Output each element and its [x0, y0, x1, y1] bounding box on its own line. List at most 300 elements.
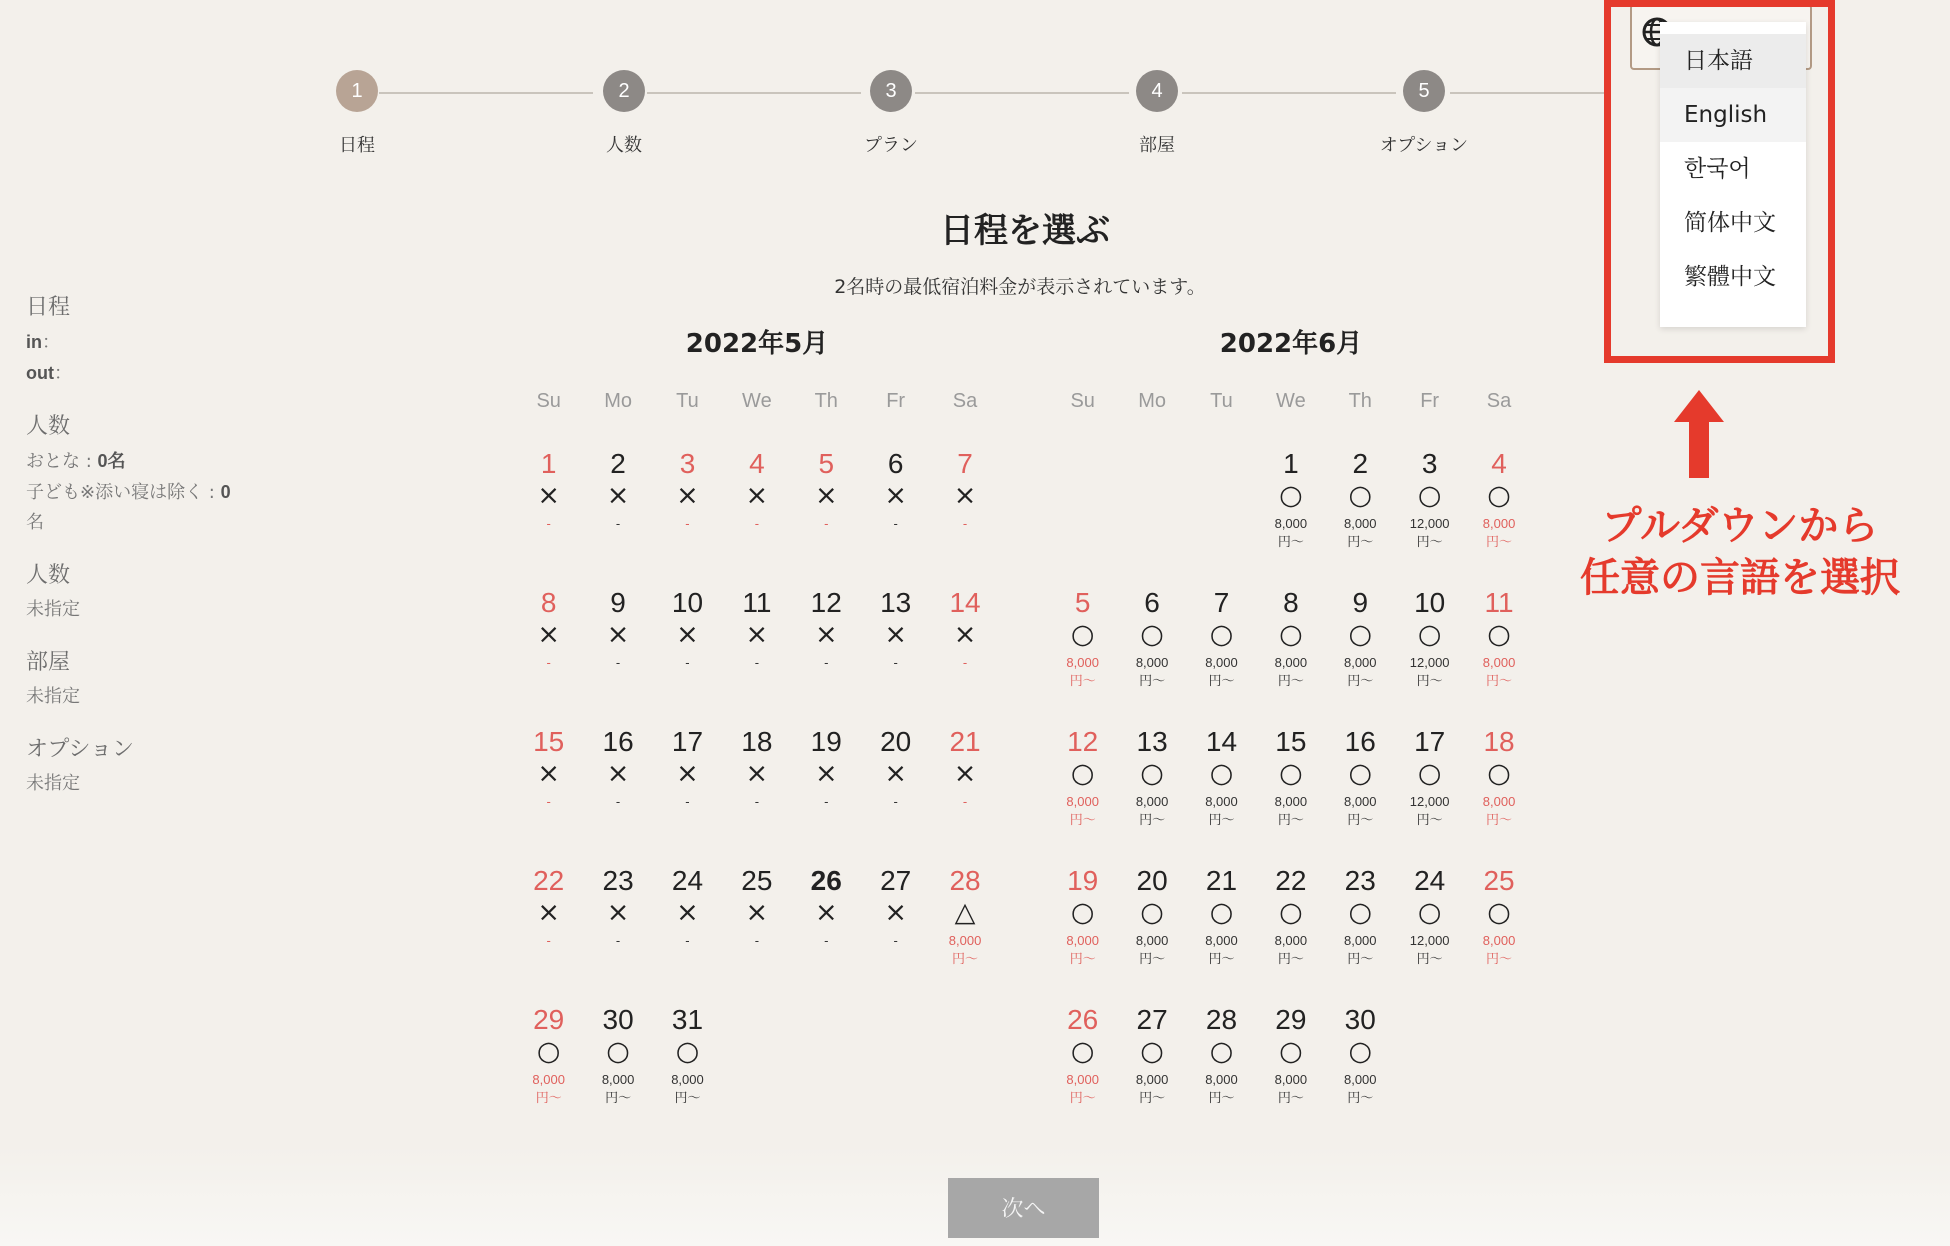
calendar-day[interactable]: [792, 571, 861, 710]
page-subtitle: 2名時の最低宿泊料金が表示されています。: [834, 276, 1206, 298]
calendar-day[interactable]: [1326, 432, 1395, 571]
day-number: 25: [1483, 865, 1515, 896]
availability-mark: ×: [676, 758, 699, 789]
progress-stepper: [0, 70, 1950, 170]
calendar-day[interactable]: [1464, 571, 1533, 710]
day-number: 5: [818, 448, 835, 479]
day-number: 4: [749, 448, 765, 479]
day-number: 27: [880, 865, 912, 896]
step-plan[interactable]: [811, 70, 971, 157]
day-price-unit: 円〜: [1347, 673, 1374, 688]
day-price-unit: 円〜: [1416, 951, 1443, 966]
step-room[interactable]: [1077, 70, 1237, 157]
availability-mark: ○: [1209, 1036, 1234, 1067]
availability-mark: ×: [676, 897, 699, 928]
language-dropdown: [1660, 22, 1806, 327]
calendar-day[interactable]: [1395, 849, 1464, 988]
day-number: 7: [957, 448, 973, 479]
day-price-unit: 円〜: [1208, 951, 1235, 966]
weekday-header: Fr: [886, 390, 906, 412]
day-price: -: [824, 933, 829, 948]
day-number: 28: [949, 865, 981, 896]
day-price: 8,000: [1135, 655, 1169, 670]
availability-mark: ×: [814, 619, 838, 650]
day-number: 26: [1067, 1004, 1099, 1035]
availability-mark: ×: [953, 480, 977, 511]
summary-adults: おとな : 0名: [26, 451, 126, 472]
day-number: 28: [1205, 1004, 1238, 1035]
availability-mark: ○: [1140, 1036, 1164, 1067]
availability-mark: ×: [676, 619, 699, 650]
day-price: 8,000: [1274, 1072, 1308, 1087]
calendar-day[interactable]: [1395, 571, 1464, 710]
day-price-unit: 円〜: [1139, 951, 1166, 966]
day-price: 8,000: [1066, 655, 1099, 670]
calendar-day[interactable]: [514, 710, 583, 849]
day-price-unit: 円〜: [1277, 534, 1304, 549]
day-price-unit: 円〜: [1347, 1090, 1374, 1105]
day-price: -: [754, 655, 760, 670]
availability-mark: ×: [814, 758, 838, 789]
availability-mark: ○: [536, 1036, 561, 1067]
summary-option-value: 未指定: [26, 773, 80, 794]
calendar-day[interactable]: [1048, 988, 1117, 1127]
calendar-day[interactable]: [583, 432, 652, 571]
day-price: -: [546, 655, 551, 670]
day-number: 2: [1352, 448, 1369, 479]
day-number: 19: [810, 726, 842, 757]
availability-mark: ×: [884, 619, 907, 650]
day-price: 8,000: [1343, 516, 1377, 531]
step-label: 部屋: [1139, 135, 1175, 156]
calendar-day[interactable]: [514, 988, 583, 1127]
summary-people: [26, 409, 286, 538]
availability-mark: ×: [953, 758, 977, 789]
calendar-day[interactable]: [583, 988, 652, 1127]
weekday-header: Tu: [676, 390, 699, 412]
day-number: 10: [1414, 587, 1446, 618]
day-price-unit: 円〜: [1277, 1090, 1304, 1105]
calendar-day[interactable]: [1395, 432, 1464, 571]
day-price: -: [893, 933, 898, 948]
calendar-day[interactable]: [722, 849, 791, 988]
availability-mark: ○: [1140, 619, 1164, 650]
calendar-day[interactable]: [583, 571, 652, 710]
day-price: -: [754, 933, 760, 948]
calendar-day[interactable]: [861, 432, 930, 571]
calendar-day[interactable]: [1326, 849, 1395, 988]
calendar-day[interactable]: [1395, 710, 1464, 849]
annotation-text: [1540, 500, 1940, 604]
calendar-day[interactable]: [861, 571, 930, 710]
day-number: 21: [949, 726, 981, 757]
day-price: -: [685, 655, 690, 670]
calendar-day[interactable]: [1117, 571, 1186, 710]
day-price: 8,000: [1066, 1072, 1099, 1087]
availability-mark: ×: [606, 897, 630, 928]
availability-mark: ×: [537, 480, 560, 511]
calendar-day[interactable]: [1256, 571, 1325, 710]
day-number: 27: [1136, 1004, 1168, 1035]
summary-option: [26, 732, 286, 799]
calendar-month-2: [1048, 326, 1534, 1127]
day-price: 8,000: [1274, 794, 1308, 809]
calendar-day[interactable]: [1326, 571, 1395, 710]
summary-children: 子ども※添い寝は除く : 0 名: [26, 482, 231, 533]
calendar-day[interactable]: [514, 849, 583, 988]
availability-mark: ○: [1279, 619, 1303, 650]
weekday-header: Mo: [1138, 390, 1166, 412]
day-price-unit: 円〜: [1347, 534, 1374, 549]
step-number: 4: [1136, 70, 1178, 112]
step-option[interactable]: [1344, 70, 1504, 157]
day-number: 31: [671, 1004, 704, 1035]
day-price-unit: 円〜: [1069, 812, 1096, 827]
day-price-unit: 円〜: [1277, 951, 1304, 966]
day-price-unit: 円〜: [1139, 673, 1166, 688]
day-number: 2: [610, 448, 626, 479]
language-option-korean[interactable]: 한국어: [1684, 156, 1751, 182]
availability-mark: ×: [953, 619, 977, 650]
availability-mark: ○: [1279, 897, 1303, 928]
day-price: -: [685, 516, 690, 531]
availability-mark: ×: [537, 619, 560, 650]
day-price: 8,000: [1343, 1072, 1377, 1087]
summary-count-value: 未指定: [26, 599, 80, 620]
day-number: 12: [1067, 726, 1099, 757]
summary-count: [26, 558, 286, 625]
day-price: -: [962, 516, 968, 531]
calendar-month-1: [514, 326, 1000, 1127]
day-number: 17: [1414, 726, 1446, 757]
day-price-unit: 円〜: [1208, 673, 1235, 688]
availability-mark: ×: [814, 897, 838, 928]
availability-mark: ○: [1070, 1036, 1095, 1067]
summary-schedule-heading: 日程: [26, 295, 71, 320]
calendar-day[interactable]: [1187, 710, 1256, 849]
calendar-day[interactable]: [1117, 988, 1186, 1127]
day-number: 7: [1213, 587, 1230, 618]
calendar-grid: [514, 374, 1000, 1127]
step-number: 5: [1403, 70, 1445, 112]
day-price: 8,000: [1482, 655, 1516, 670]
availability-mark: ×: [606, 480, 630, 511]
day-price-unit: 円〜: [1486, 534, 1513, 549]
day-price-unit: 円〜: [605, 1090, 632, 1105]
calendar-day[interactable]: [861, 710, 930, 849]
calendar-day[interactable]: [583, 849, 652, 988]
calendar-day[interactable]: [792, 710, 861, 849]
day-number: 11: [1484, 587, 1514, 618]
day-price: -: [615, 933, 621, 948]
availability-mark: ○: [1417, 480, 1442, 511]
day-price-unit: 円〜: [1347, 951, 1374, 966]
availability-mark: ○: [1348, 480, 1373, 511]
day-number: 23: [602, 865, 634, 896]
calendar-day[interactable]: [1256, 988, 1325, 1127]
availability-mark: ○: [1487, 897, 1511, 928]
day-price-unit: 円〜: [1208, 812, 1235, 827]
availability-mark: ○: [1070, 897, 1095, 928]
calendar-day[interactable]: [722, 571, 791, 710]
day-number: 16: [602, 726, 634, 757]
day-price: 8,000: [948, 933, 982, 948]
day-price: 8,000: [532, 1072, 565, 1087]
summary-checkout: out：: [26, 363, 72, 384]
language-option-traditional-chinese[interactable]: 繁體中文: [1684, 264, 1776, 290]
calendar-day[interactable]: [1187, 988, 1256, 1127]
day-price: 8,000: [1135, 794, 1169, 809]
day-number: 22: [533, 865, 565, 896]
day-price: -: [685, 933, 690, 948]
day-price: -: [962, 794, 968, 809]
day-price-unit: 円〜: [535, 1090, 562, 1105]
calendar-day[interactable]: [930, 849, 999, 988]
day-price-unit: 円〜: [1486, 673, 1513, 688]
calendar-day[interactable]: [1117, 849, 1186, 988]
day-number: 1: [540, 448, 557, 479]
day-price: -: [546, 794, 551, 809]
day-price-unit: 円〜: [1416, 673, 1443, 688]
summary-count-heading: 人数: [26, 563, 71, 588]
step-number: 1: [336, 70, 378, 112]
availability-mark: ○: [1279, 758, 1303, 789]
day-number: 30: [1344, 1004, 1376, 1035]
day-number: 5: [1074, 587, 1091, 618]
day-price: -: [893, 794, 898, 809]
day-price: -: [824, 516, 829, 531]
availability-mark: ○: [1279, 480, 1303, 511]
day-price-unit: 円〜: [1486, 951, 1513, 966]
day-price: 8,000: [1274, 655, 1308, 670]
availability-mark: ×: [537, 897, 560, 928]
day-number: 6: [1144, 587, 1160, 618]
availability-mark: ×: [745, 619, 769, 650]
day-number: 13: [880, 587, 912, 618]
calendar-day[interactable]: [1464, 849, 1533, 988]
day-price: 8,000: [1205, 1072, 1238, 1087]
step-label: 人数: [606, 135, 642, 156]
calendar-day[interactable]: [1187, 571, 1256, 710]
calendar-day[interactable]: [1256, 432, 1325, 571]
day-number: 4: [1491, 448, 1507, 479]
weekday-header: Th: [814, 390, 838, 412]
calendar-empty-cell: [1048, 432, 1117, 571]
calendar-day[interactable]: [1187, 849, 1256, 988]
day-price: -: [962, 655, 968, 670]
day-price-unit: 円〜: [1139, 1090, 1166, 1105]
availability-mark: ×: [606, 758, 630, 789]
calendar-day[interactable]: [653, 432, 722, 571]
weekday-header: Sa: [952, 390, 978, 412]
availability-mark: ×: [884, 758, 907, 789]
calendar-day[interactable]: [861, 849, 930, 988]
calendar-day[interactable]: [1326, 710, 1395, 849]
availability-mark: ○: [1487, 758, 1511, 789]
weekday-header: Tu: [1210, 390, 1233, 412]
availability-mark: ○: [1417, 897, 1442, 928]
calendar-day[interactable]: [722, 432, 791, 571]
booking-summary-sidebar: [26, 290, 286, 819]
day-price: 12,000: [1409, 933, 1450, 948]
day-number: 18: [741, 726, 773, 757]
language-option-simplified-chinese[interactable]: 简体中文: [1684, 210, 1776, 236]
availability-mark: ×: [884, 480, 907, 511]
day-price: 8,000: [1066, 794, 1099, 809]
day-price-unit: 円〜: [1277, 673, 1304, 688]
summary-people-heading: 人数: [26, 414, 71, 439]
day-price: 12,000: [1409, 655, 1450, 670]
calendar-day[interactable]: [1048, 849, 1117, 988]
day-price: -: [685, 794, 690, 809]
day-price-unit: 円〜: [1277, 812, 1304, 827]
availability-mark: ○: [675, 1036, 700, 1067]
availability-mark: ○: [1070, 619, 1095, 650]
calendar-day[interactable]: [930, 432, 999, 571]
day-number: 10: [671, 587, 704, 618]
day-number: 23: [1344, 865, 1376, 896]
calendar-day[interactable]: [653, 571, 722, 710]
day-price: -: [754, 516, 760, 531]
calendar-day[interactable]: [583, 710, 652, 849]
calendar-month-title: 2022年6月: [1219, 329, 1363, 359]
day-number: 16: [1344, 726, 1376, 757]
availability-mark: ○: [1140, 897, 1164, 928]
availability-mark: ○: [1348, 1036, 1373, 1067]
day-price: 8,000: [1274, 933, 1308, 948]
day-number: 13: [1136, 726, 1168, 757]
weekday-header: Mo: [604, 390, 632, 412]
calendar-day[interactable]: [1256, 710, 1325, 849]
day-number: 11: [742, 587, 772, 618]
calendar-day[interactable]: [653, 710, 722, 849]
day-price: -: [615, 794, 621, 809]
weekday-header: Su: [536, 390, 561, 412]
calendar-day[interactable]: [1464, 432, 1533, 571]
availability-mark: ×: [537, 758, 560, 789]
day-price-unit: 円〜: [1486, 812, 1513, 827]
day-number: 21: [1205, 865, 1238, 896]
day-price: 8,000: [1205, 794, 1238, 809]
day-price: 8,000: [601, 1072, 635, 1087]
weekday-header: Fr: [1420, 390, 1440, 412]
availability-mark: ×: [606, 619, 630, 650]
step-number: 2: [603, 70, 645, 112]
calendar-day[interactable]: [1464, 710, 1533, 849]
day-price: -: [754, 794, 760, 809]
calendar-day[interactable]: [1117, 710, 1186, 849]
day-number: 8: [540, 587, 557, 618]
summary-schedule: [26, 290, 286, 389]
next-button[interactable]: 次へ: [948, 1178, 1099, 1238]
day-price: -: [893, 516, 898, 531]
day-number: 14: [1205, 726, 1238, 757]
availability-mark: ○: [1487, 619, 1511, 650]
day-number: 15: [533, 726, 565, 757]
calendar-day[interactable]: [1326, 988, 1395, 1127]
day-number: 3: [1421, 448, 1438, 479]
day-price-unit: 円〜: [1139, 812, 1166, 827]
calendar-day[interactable]: [1048, 571, 1117, 710]
availability-mark: ×: [814, 480, 838, 511]
language-option-japanese[interactable]: 日本語: [1660, 34, 1806, 88]
day-number: 20: [880, 726, 912, 757]
step-people[interactable]: [544, 70, 704, 157]
day-number: 18: [1483, 726, 1515, 757]
calendar-empty-cell: [1117, 432, 1186, 571]
availability-mark: ○: [1348, 897, 1373, 928]
annotation-line-2: 任意の言語を選択: [1580, 555, 1900, 601]
availability-mark: ○: [1348, 758, 1373, 789]
day-number: 9: [1352, 587, 1369, 618]
calendar-day[interactable]: [792, 432, 861, 571]
calendar-day[interactable]: [514, 571, 583, 710]
day-price: 8,000: [1343, 933, 1377, 948]
day-price: -: [824, 794, 829, 809]
weekday-header: We: [1276, 390, 1306, 412]
day-price-unit: 円〜: [674, 1090, 701, 1105]
weekday-header: We: [742, 390, 772, 412]
day-number: 19: [1067, 865, 1099, 896]
day-number: 9: [610, 587, 626, 618]
availability-mark: ○: [1348, 619, 1373, 650]
calendar-day[interactable]: [653, 849, 722, 988]
availability-mark: ○: [1487, 480, 1511, 511]
day-number: 22: [1275, 865, 1307, 896]
calendar-day[interactable]: [514, 432, 583, 571]
day-price: 8,000: [1135, 1072, 1169, 1087]
day-price: 8,000: [1482, 794, 1516, 809]
calendar-month-title: 2022年5月: [685, 329, 829, 359]
calendar-day[interactable]: [1256, 849, 1325, 988]
day-price-unit: 円〜: [1347, 812, 1374, 827]
day-number: 6: [887, 448, 904, 479]
day-price: -: [893, 655, 898, 670]
calendar-day[interactable]: [792, 849, 861, 988]
day-number: 15: [1275, 726, 1307, 757]
step-schedule[interactable]: [277, 70, 437, 157]
calendar-day[interactable]: [653, 988, 722, 1127]
summary-checkin: in：: [26, 332, 60, 353]
calendar-day[interactable]: [1048, 710, 1117, 849]
day-number: 12: [810, 587, 842, 618]
availability-mark: ○: [1140, 758, 1164, 789]
availability-mark: ○: [1209, 897, 1234, 928]
up-arrow-icon: [1674, 390, 1724, 485]
page-title: 日程を選ぶ: [940, 211, 1110, 251]
calendar-day[interactable]: [930, 710, 999, 849]
language-option-english[interactable]: English: [1660, 88, 1806, 142]
day-price: 8,000: [1343, 794, 1377, 809]
day-price: 8,000: [1205, 933, 1238, 948]
day-price-unit: 円〜: [1416, 534, 1443, 549]
step-number: 3: [870, 70, 912, 112]
day-number: 14: [949, 587, 981, 618]
day-price: 12,000: [1409, 516, 1450, 531]
day-number: 29: [1275, 1004, 1307, 1035]
availability-mark: ×: [745, 897, 769, 928]
day-price: -: [615, 516, 621, 531]
summary-room-value: 未指定: [26, 686, 80, 707]
day-price: 8,000: [671, 1072, 704, 1087]
availability-mark: ×: [676, 480, 699, 511]
day-number: 24: [1414, 865, 1446, 896]
calendar-day[interactable]: [930, 571, 999, 710]
availability-mark: ○: [1070, 758, 1095, 789]
day-price-unit: 円〜: [1069, 673, 1096, 688]
day-price: 8,000: [1343, 655, 1377, 670]
calendar-day[interactable]: [722, 710, 791, 849]
